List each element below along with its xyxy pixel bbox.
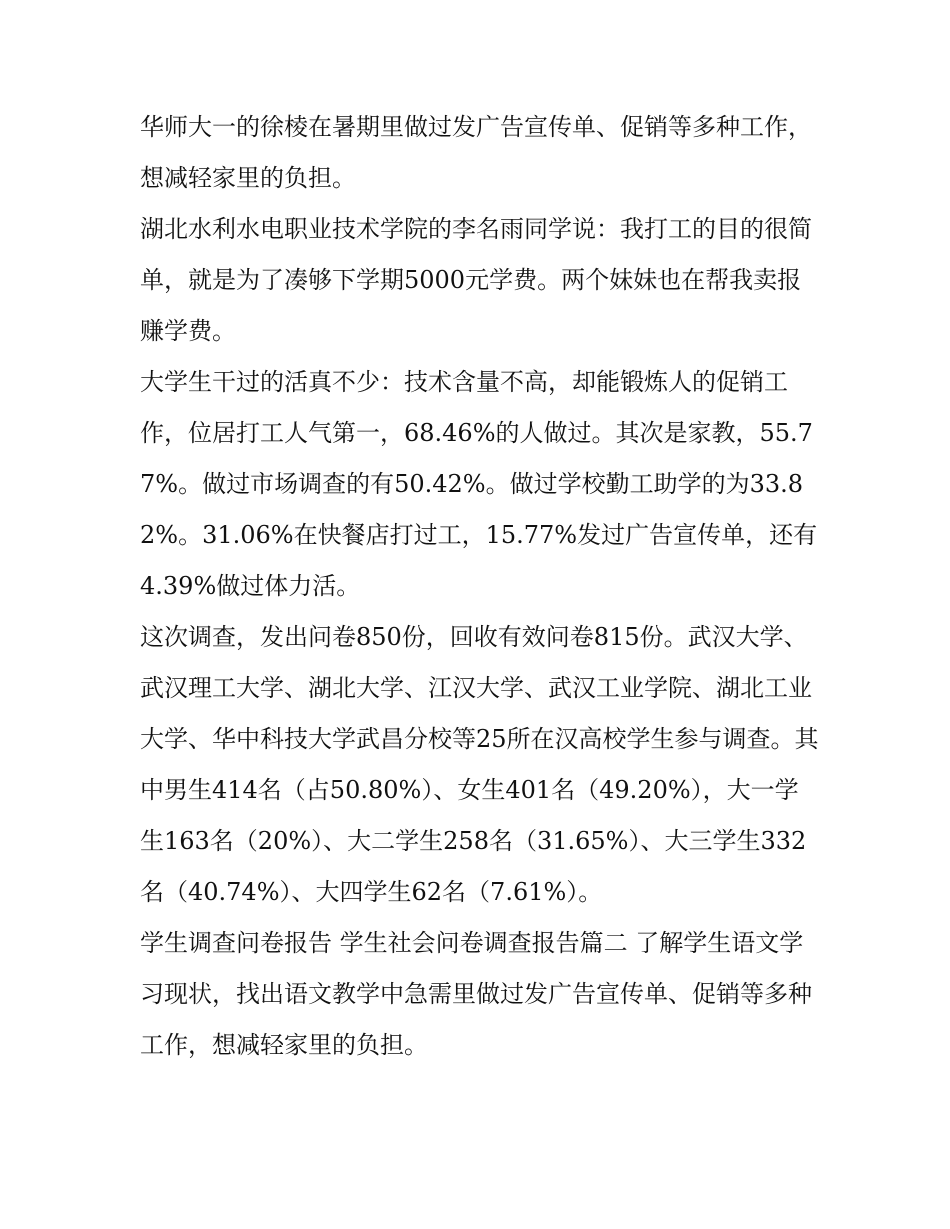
paragraph-5: 学生调查问卷报告 学生社会问卷调查报告篇二 了解学生语文学习现状，找出语文教学中急需里做过发广告宣传单、促销等多种工作，想减轻家里的负担。 <box>140 929 812 1059</box>
paragraph-4: 这次调查，发出问卷850份，回收有效问卷815份。武汉大学、武汉理工大学、湖北大学、江汉大学、武汉工业学院、湖北工业大学、华中科技大学武昌分校等25所在汉高校学生参与调查。其中男生414名（占50.80%）、女生401名（49.20%），大一学生163名（20%）、大二学生258名（31.65%）、大三学生332名（40.74%）、大四学生62名（7.61%）。 <box>140 623 819 906</box>
paragraph-1: 华师大一的徐棱在暑期里做过发广告宣传单、促销等多种工作，想减轻家里的负担。 <box>140 113 812 192</box>
paragraph-2: 湖北水利水电职业技术学院的李名雨同学说：我打工的目的很简单，就是为了凑够下学期5000元学费。两个妹妹也在帮我卖报赚学费。 <box>140 215 812 345</box>
document-body <box>140 102 820 1071</box>
paragraph-3: 大学生干过的活真不少：技术含量不高，却能锻炼人的促销工作，位居打工人气第一，68.46%的人做过。其次是家教，55.77%。做过市场调查的有50.42%。做过学校勤工助学的为33.82%。31.06%在快餐店打过工，15.77%发过广告宣传单，还有4.39%做过体力活。 <box>140 368 818 600</box>
